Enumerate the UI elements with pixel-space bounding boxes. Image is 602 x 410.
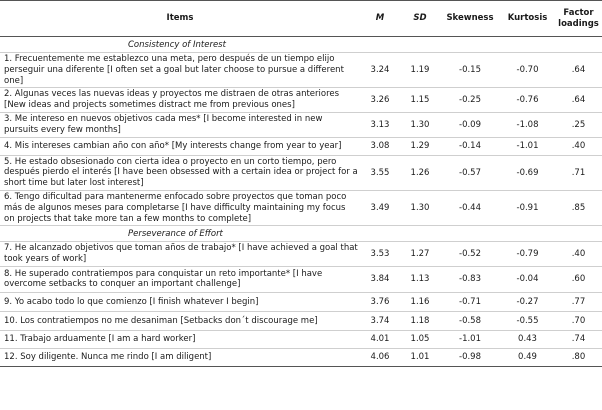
loading-value: .70 xyxy=(555,311,602,330)
table-row xyxy=(0,155,602,190)
table-row xyxy=(0,112,602,137)
kurtosis-value: -0.70 xyxy=(500,53,555,88)
table-header-row xyxy=(0,1,602,37)
column-header-items: Items xyxy=(0,1,360,37)
column-header-kurtosis: Kurtosis xyxy=(500,1,555,37)
skewness-value: -0.14 xyxy=(440,137,500,155)
kurtosis-value: -0.27 xyxy=(500,292,555,311)
kurtosis-value: 0.43 xyxy=(500,330,555,348)
sd-value: 1.19 xyxy=(400,53,440,88)
mean-value: 3.08 xyxy=(360,137,400,155)
sd-value: 1.18 xyxy=(400,311,440,330)
sd-value: 1.13 xyxy=(400,266,440,292)
loading-value: .71 xyxy=(555,155,602,190)
sd-value: 1.16 xyxy=(400,292,440,311)
skewness-value: -0.44 xyxy=(440,190,500,225)
loading-value: .64 xyxy=(555,53,602,88)
item-text: 4. Mis intereses cambian año con año* [My interests change from year to year] xyxy=(0,137,360,155)
item-text: 1. Frecuentemente me establezco una meta, pero después de un tiempo elijo perseguir una diferente [I often set a goal but later choose to pursue a different one] xyxy=(0,53,360,88)
table-row xyxy=(0,311,602,330)
sd-value: 1.30 xyxy=(400,190,440,225)
column-header-mean: M xyxy=(360,1,400,37)
mean-value: 3.74 xyxy=(360,311,400,330)
mean-value: 3.76 xyxy=(360,292,400,311)
kurtosis-value: -0.04 xyxy=(500,266,555,292)
loading-value: .64 xyxy=(555,88,602,113)
table-row xyxy=(0,292,602,311)
skewness-value: -0.15 xyxy=(440,53,500,88)
table-row xyxy=(0,88,602,113)
table-row xyxy=(0,242,602,267)
loading-value: .60 xyxy=(555,266,602,292)
skewness-value: -0.09 xyxy=(440,112,500,137)
item-text: 3. Me intereso en nuevos objetivos cada mes* [I become interested in new pursuits every few months] xyxy=(0,112,360,137)
kurtosis-value: -0.69 xyxy=(500,155,555,190)
skewness-value: -0.83 xyxy=(440,266,500,292)
loading-value: .80 xyxy=(555,348,602,366)
item-text: 9. Yo acabo todo lo que comienzo [I finish whatever I begin] xyxy=(0,292,360,311)
item-text: 11. Trabajo arduamente [I am a hard worker] xyxy=(0,330,360,348)
loading-value: .77 xyxy=(555,292,602,311)
item-text: 6. Tengo dificultad para mantenerme enfocado sobre proyectos que toman poco más de algunos meses para completarse [I have difficulty maintaining my focus on projects that take more tan a few months to complete] xyxy=(0,190,360,225)
section-header-row xyxy=(0,226,602,242)
mean-value: 4.06 xyxy=(360,348,400,366)
table-row xyxy=(0,330,602,348)
loading-value: .74 xyxy=(555,330,602,348)
column-header-skewness: Skewness xyxy=(440,1,500,37)
column-header-factor-loadings: Factor loadings xyxy=(555,1,602,37)
kurtosis-value: -0.76 xyxy=(500,88,555,113)
table-row xyxy=(0,348,602,366)
mean-value: 3.26 xyxy=(360,88,400,113)
sd-value: 1.15 xyxy=(400,88,440,113)
item-text: 8. He superado contratiempos para conquistar un reto importante* [I have overcome setbacks to conquer an important challenge] xyxy=(0,266,360,292)
section-title: Consistency of Interest xyxy=(0,37,602,53)
item-text: 7. He alcanzado objetivos que toman años de trabajo* [I have achieved a goal that took years of work] xyxy=(0,242,360,267)
mean-value: 3.13 xyxy=(360,112,400,137)
skewness-value: -0.58 xyxy=(440,311,500,330)
skewness-value: -0.57 xyxy=(440,155,500,190)
mean-value: 3.53 xyxy=(360,242,400,267)
column-header-sd: SD xyxy=(400,1,440,37)
sd-value: 1.01 xyxy=(400,348,440,366)
skewness-value: -0.52 xyxy=(440,242,500,267)
mean-value: 4.01 xyxy=(360,330,400,348)
loading-value: .85 xyxy=(555,190,602,225)
kurtosis-value: -1.08 xyxy=(500,112,555,137)
kurtosis-value: -1.01 xyxy=(500,137,555,155)
kurtosis-value: -0.91 xyxy=(500,190,555,225)
mean-value: 3.49 xyxy=(360,190,400,225)
sd-value: 1.05 xyxy=(400,330,440,348)
item-text: 2. Algunas veces las nuevas ideas y proyectos me distraen de otras anteriores [New ideas and projects sometimes distract me from previous ones] xyxy=(0,88,360,113)
kurtosis-value: -0.79 xyxy=(500,242,555,267)
loading-value: .40 xyxy=(555,137,602,155)
sd-value: 1.29 xyxy=(400,137,440,155)
skewness-value: -0.71 xyxy=(440,292,500,311)
table-row xyxy=(0,53,602,88)
item-text: 12. Soy diligente. Nunca me rindo [I am diligent] xyxy=(0,348,360,366)
kurtosis-value: -0.55 xyxy=(500,311,555,330)
item-text: 5. He estado obsesionado con cierta idea o proyecto en un corto tiempo, pero después pierdo el interés [I have been obsessed with a certain idea or project for a short time but later lost interest] xyxy=(0,155,360,190)
item-text: 10. Los contratiempos no me desaniman [Setbacks don´t discourage me] xyxy=(0,311,360,330)
sd-value: 1.27 xyxy=(400,242,440,267)
kurtosis-value: 0.49 xyxy=(500,348,555,366)
mean-value: 3.24 xyxy=(360,53,400,88)
section-title: Perseverance of Effort xyxy=(0,226,602,242)
mean-value: 3.84 xyxy=(360,266,400,292)
skewness-value: -0.25 xyxy=(440,88,500,113)
skewness-value: -1.01 xyxy=(440,330,500,348)
loading-value: .25 xyxy=(555,112,602,137)
table-row xyxy=(0,266,602,292)
sd-value: 1.30 xyxy=(400,112,440,137)
mean-value: 3.55 xyxy=(360,155,400,190)
table-row xyxy=(0,190,602,225)
section-header-row xyxy=(0,37,602,53)
loading-value: .40 xyxy=(555,242,602,267)
sd-value: 1.26 xyxy=(400,155,440,190)
skewness-value: -0.98 xyxy=(440,348,500,366)
table-row xyxy=(0,137,602,155)
